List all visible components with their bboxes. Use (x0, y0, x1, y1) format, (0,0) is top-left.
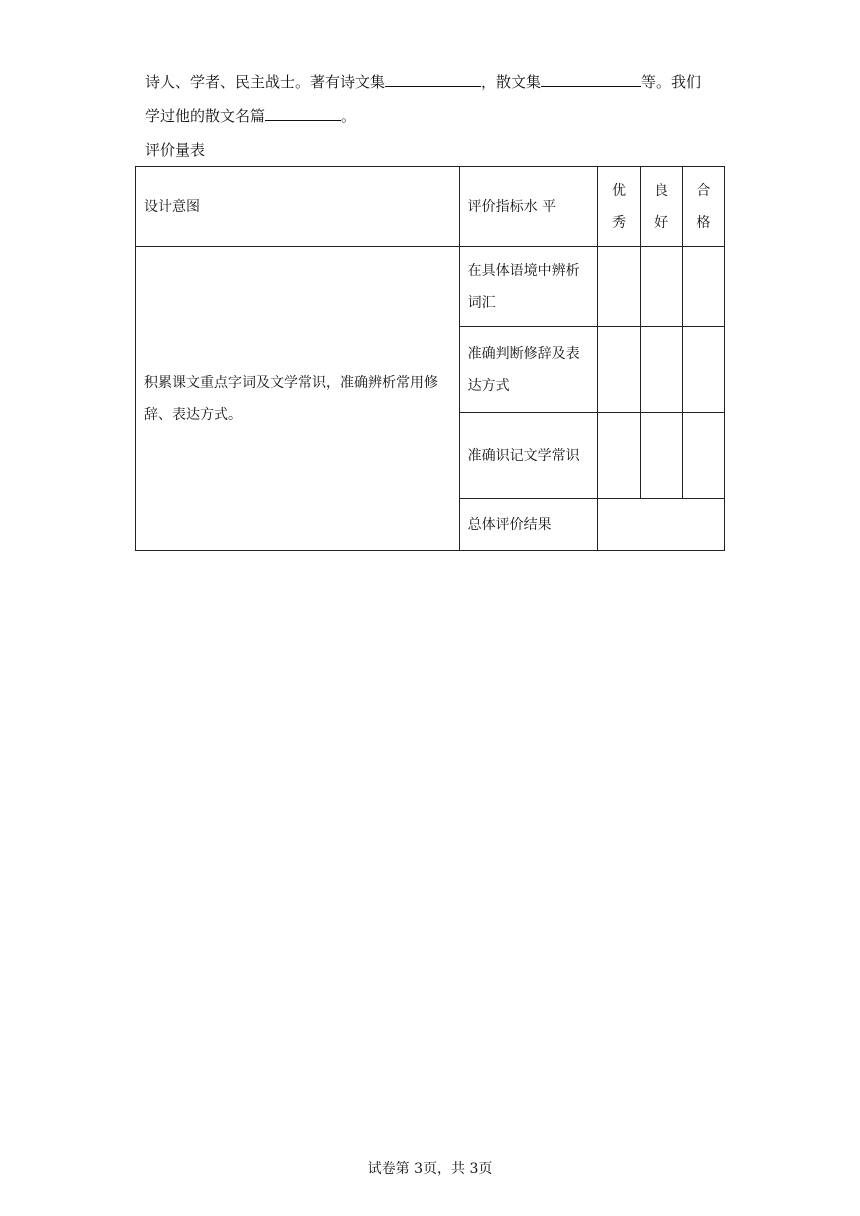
rating-cell[interactable] (682, 413, 724, 499)
header-level-good (640, 167, 682, 247)
rating-cell[interactable] (598, 327, 640, 413)
level-char: 优 (611, 182, 626, 199)
level-char: 格 (696, 214, 711, 231)
table-title: 评价量表 (145, 141, 206, 159)
rating-cell[interactable] (640, 413, 682, 499)
rating-cell[interactable] (598, 413, 640, 499)
rating-cell[interactable] (682, 327, 724, 413)
paragraph-line-1 (145, 72, 701, 92)
header-level-excellent (598, 167, 640, 247)
level-char: 好 (654, 214, 669, 231)
header-level-pass (682, 167, 724, 247)
paragraph-text: 诗人、学者、民主战士。著有诗文集 (145, 73, 386, 91)
indicator-cell: 准确识记文学常识 (459, 413, 598, 499)
design-intent-cell: 积累课文重点字词及文学常识，准确辨析常用修辞、表达方式。 (136, 247, 460, 551)
answer-blank[interactable] (265, 106, 341, 121)
paragraph-text: ，散文集 (481, 73, 542, 91)
answer-blank[interactable] (541, 72, 641, 87)
header-row (136, 167, 725, 247)
overall-result-cell[interactable] (598, 499, 725, 551)
paragraph-text: 学过他的散文名篇 (145, 107, 266, 125)
indicator-cell: 准确判断修辞及表达方式 (459, 327, 598, 413)
level-char: 良 (654, 182, 669, 199)
header-intent: 设计意图 (136, 167, 460, 247)
rating-cell[interactable] (598, 247, 640, 327)
rating-cell[interactable] (640, 327, 682, 413)
paragraph-text: 等。我们 (641, 73, 702, 91)
table-row (136, 247, 725, 327)
level-char: 合 (696, 182, 711, 199)
evaluation-rubric-table (135, 166, 725, 551)
overall-label-cell: 总体评价结果 (459, 499, 598, 551)
paragraph-line-2 (145, 106, 356, 126)
indicator-cell: 在具体语境中辨析词汇 (459, 247, 598, 327)
rating-cell[interactable] (640, 247, 682, 327)
rating-cell[interactable] (682, 247, 724, 327)
paragraph-text: 。 (341, 107, 357, 125)
header-indicator: 评价指标水 平 (459, 167, 598, 247)
answer-blank[interactable] (385, 72, 481, 87)
page-footer: 试卷第 3页，共 3页 (367, 1161, 493, 1177)
level-char: 秀 (611, 214, 626, 231)
